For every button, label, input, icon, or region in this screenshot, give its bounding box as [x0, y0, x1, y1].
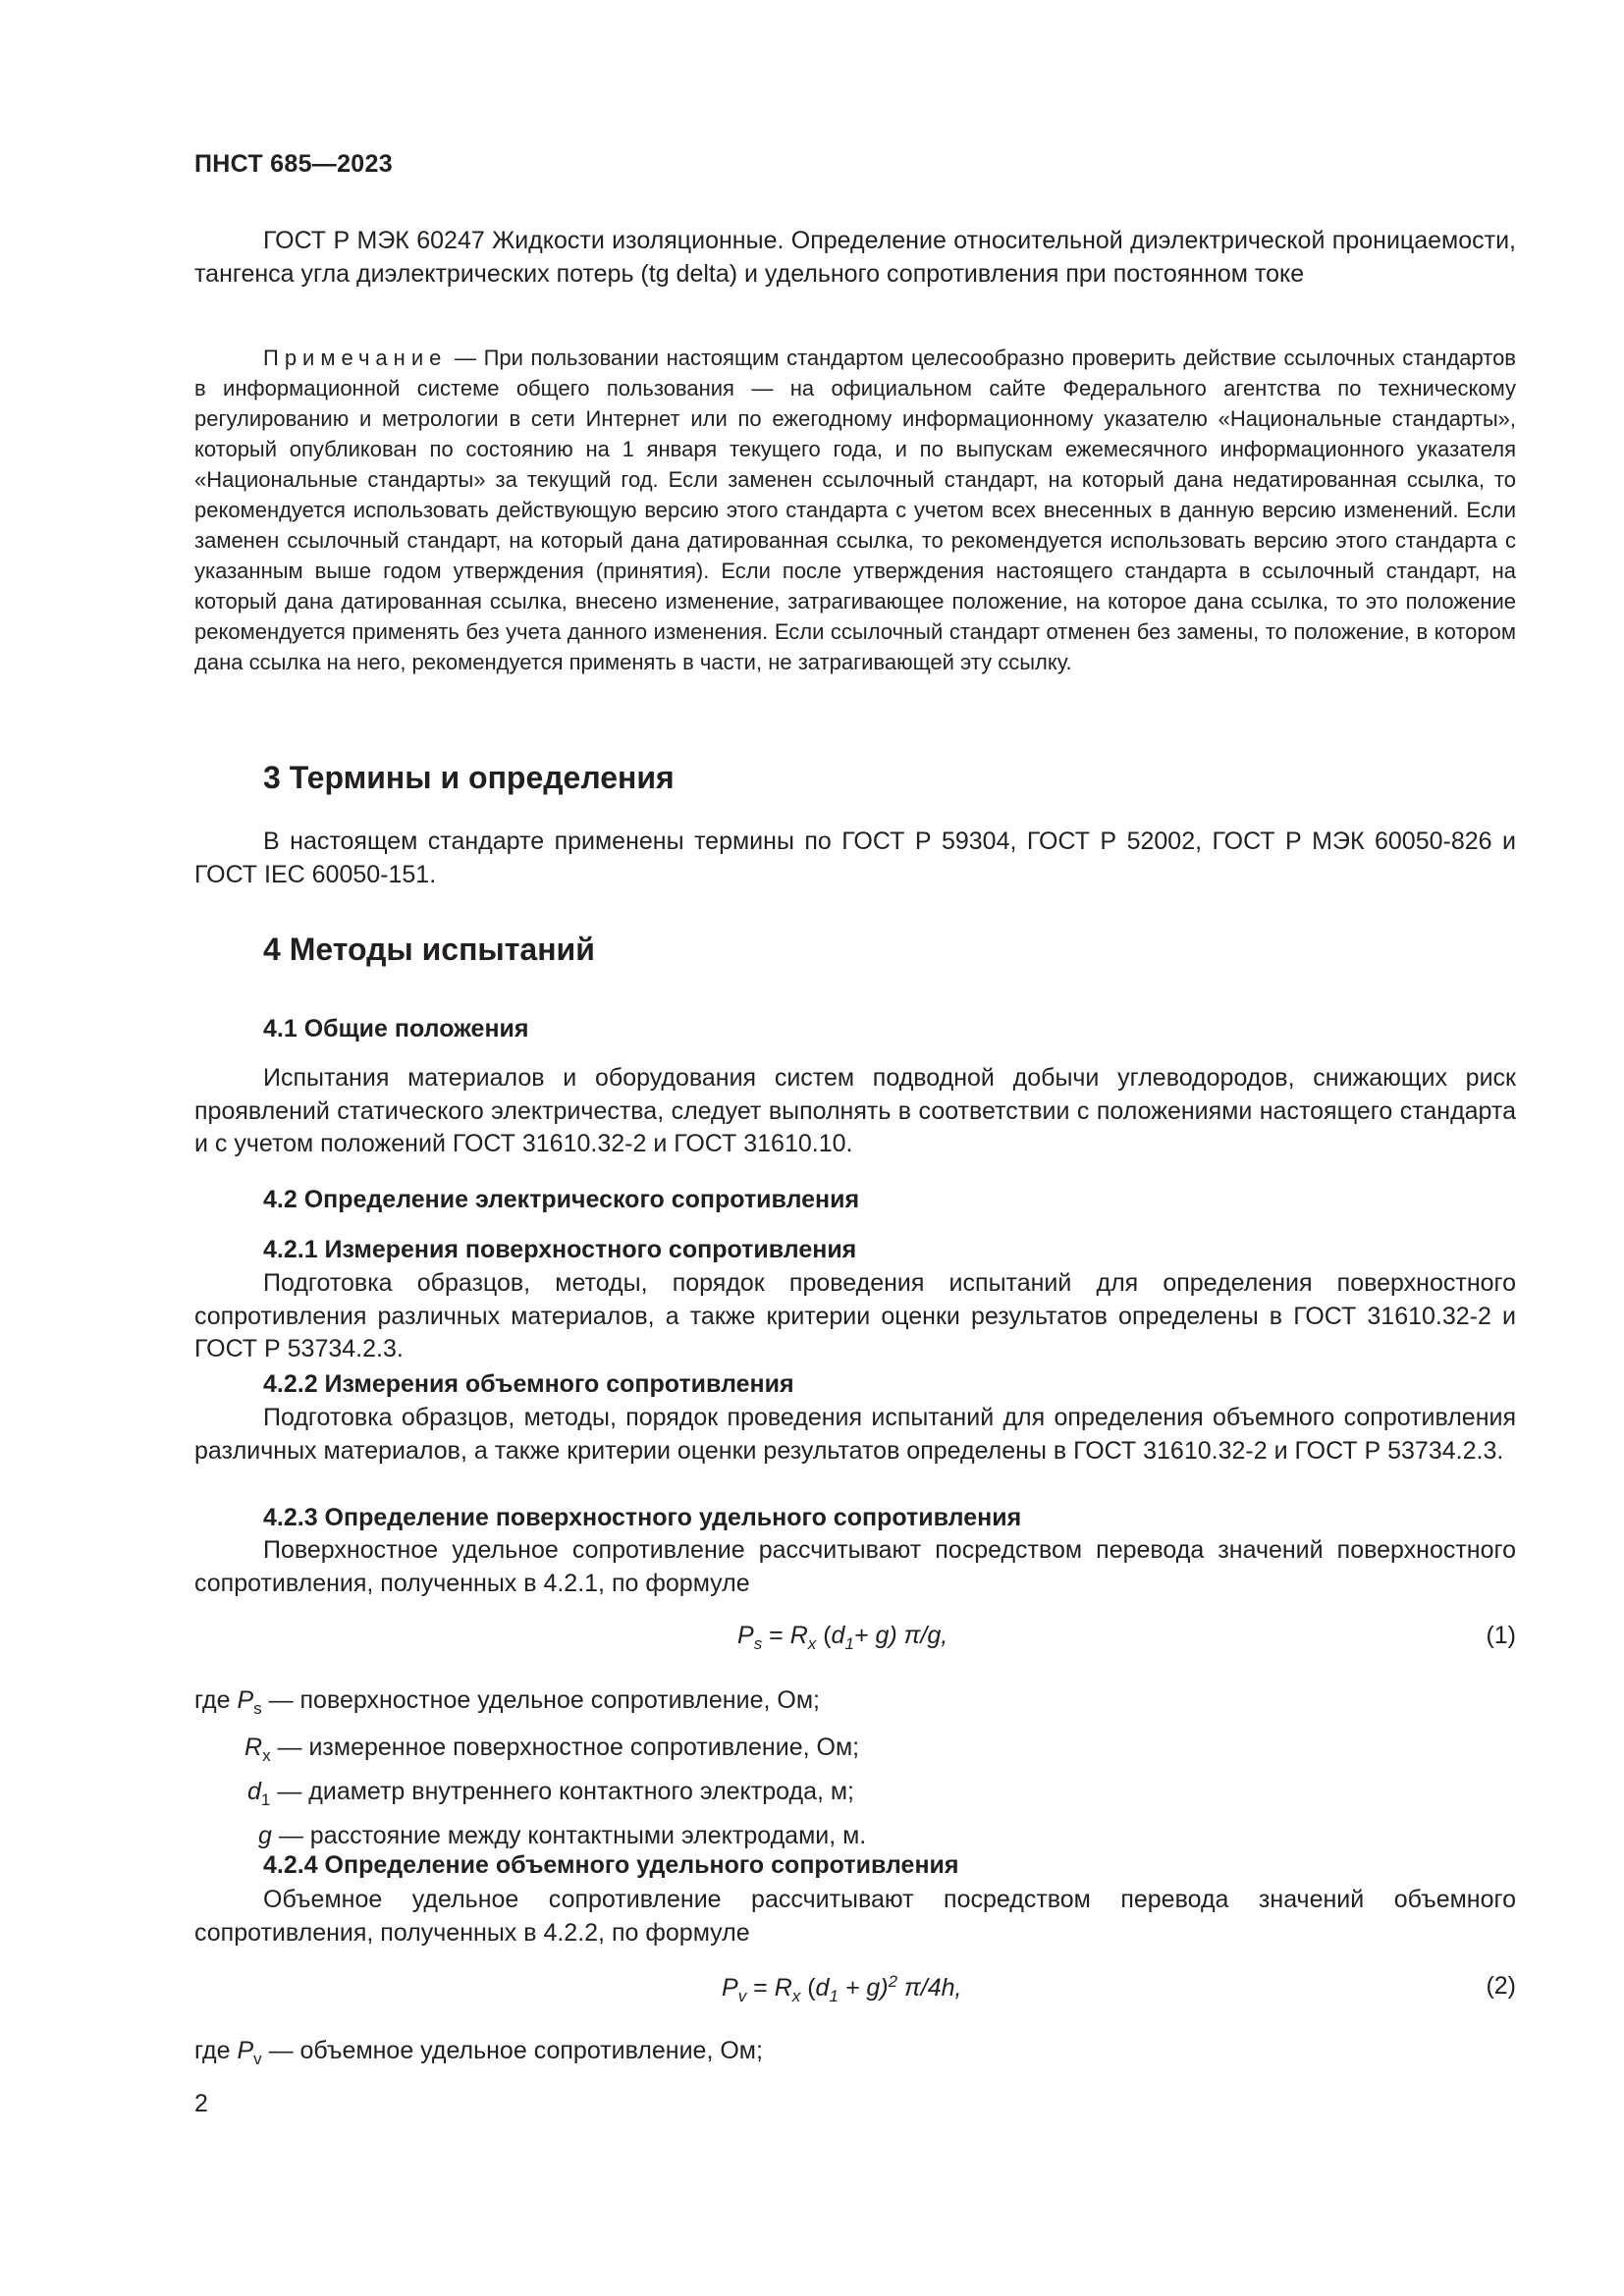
definition-g: g — расстояние между контактными электродами, м.	[258, 1822, 867, 1849]
section-3-text: В настоящем стандарте применены термины по ГОСТ Р 59304, ГОСТ Р 52002, ГОСТ Р МЭК 60050-826 и ГОСТ IEC 60050-151.	[194, 828, 1516, 888]
section-4-2-title: 4.2 Определение электрического сопротивления	[263, 1186, 860, 1213]
formula-2-expression: $P_v = R_x$ $(d_1 + g)^2$ π/4h,	[722, 1972, 962, 2005]
section-4-2-2-text: Подготовка образцов, методы, порядок проведения испытаний для определения объемного сопротивления различных материалов, а также критерии оценки результатов определены в ГОСТ 31610.32-2 и ГОСТ Р 53734.2.3.	[194, 1404, 1516, 1465]
definition-pv: где $P_v$ — объемное удельное сопротивление, Ом;	[194, 2037, 763, 2068]
section-4-1-text: Испытания материалов и оборудования систем подводной добычи углеводородов, снижающих риск проявлений статического электричества, следует выполнять в соответствии с положениями настоящего стандарта и с учетом положений ГОСТ 31610.32-2 и ГОСТ 31610.10.	[194, 1064, 1516, 1157]
section-3-title: 3 Термины и определения	[263, 760, 675, 795]
note-label: Примечание	[263, 346, 448, 370]
formula-2	[194, 1972, 1516, 2005]
note-paragraph	[194, 343, 1516, 677]
definition-ps: где $P_s$ — поверхностное удельное сопротивление, Ом;	[194, 1686, 820, 1718]
reference-gost-60247: ГОСТ Р МЭК 60247 Жидкости изоляционные. Определение относительной диэлектрической проницаемости, тангенса угла диэлектрических потерь (tg delta) и удельного сопротивления при постоянном токе	[194, 227, 1516, 288]
formula-2-number: (2)	[1486, 1972, 1516, 2000]
formula-1	[194, 1622, 1516, 1655]
section-4-2-4-title: 4.2.4 Определение объемного удельного сопротивления	[263, 1851, 959, 1879]
section-4-2-3-text: Поверхностное удельное сопротивление рассчитывают посредством перевода значений поверхностного сопротивления, полученных в 4.2.1, по формуле	[194, 1536, 1516, 1597]
document-header: ПНСТ 685—2023	[194, 150, 393, 178]
section-4-2-1-text: Подготовка образцов, методы, порядок проведения испытаний для определения поверхностного сопротивления различных материалов, а также критерии оценки результатов определены в ГОСТ 31610.32-2 и ГОСТ Р 53734.2.3.	[194, 1269, 1516, 1362]
section-4-2-2-title: 4.2.2 Измерения объемного сопротивления	[263, 1370, 794, 1398]
section-4-2-3-title: 4.2.3 Определение поверхностного удельного сопротивления	[263, 1504, 1022, 1531]
section-4-title: 4 Методы испытаний	[263, 932, 595, 967]
definition-rx: $R_x$ — измеренное поверхностное сопротивление, Ом;	[244, 1734, 860, 1765]
note-text: — При пользовании настоящим стандартом целесообразно проверить действие ссылочных стандартов в информационной системе общего пользования — на официальном сайте Федерального агентства по техническому регулированию и метрологии в сети Интернет или по ежегодному информационному указателю «Национальные стандарты», который опубликован по состоянию на 1 января текущего года, и по выпускам ежемесячного информационного указателя «Национальные стандарты» за текущий год. Если заменен ссылочный стандарт, на который дана недатированная ссылка, то рекомендуется использовать действующую версию этого стандарта с учетом всех внесенных в данную версию изменений. Если заменен ссылочный стандарт, на который дана датированная ссылка, то рекомендуется использовать версию этого стандарта с указанным выше годом утверждения (принятия). Если после утверждения настоящего стандарта в ссылочный стандарт, на который дана датированная ссылка, внесено изменение, затрагивающее положение, на которое дана ссылка, то это положение рекомендуется применять без учета данного изменения. Если ссылочный стандарт отменен без замены, то положение, в котором дана ссылка на него, рекомендуется применять в части, не затрагивающей эту ссылку.	[194, 346, 1516, 674]
page-number: 2	[194, 2090, 208, 2117]
formula-1-expression: $P_s = R_x$ $(d_1+ g)$ π/g,	[737, 1622, 948, 1653]
formula-1-number: (1)	[1486, 1622, 1516, 1649]
section-4-2-1-title: 4.2.1 Измерения поверхностного сопротивления	[263, 1236, 857, 1263]
section-4-1-title: 4.1 Общие положения	[263, 1015, 529, 1042]
definition-d1: $d_1$ — диаметр внутреннего контактного электрода, м;	[247, 1778, 855, 1809]
section-4-2-4-text: Объемное удельное сопротивление рассчитывают посредством перевода значений объемного сопротивления, полученных в 4.2.2, по формуле	[194, 1886, 1516, 1947]
